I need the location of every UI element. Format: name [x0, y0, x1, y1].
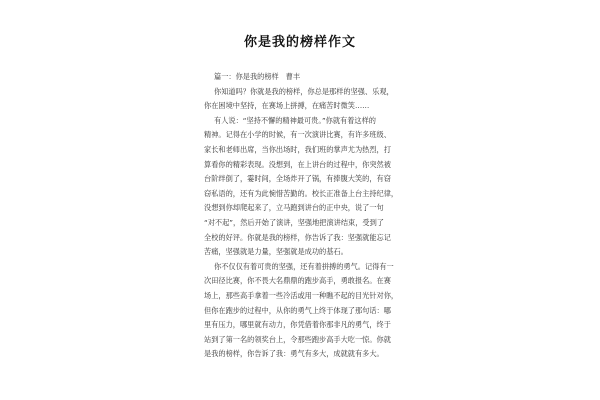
- paragraph-line: 台阶绊倒了，霎时间，全场炸开了锅，有捧腹大笑的，有窃: [204, 174, 391, 184]
- paragraph-line: 里有压力，哪里就有动力，你凭借着你那非凡的勇气，终于: [204, 320, 391, 330]
- paragraph-line: 窃私语的，还有为此惋惜苦勤的。校长正准备上台主持纪律，: [204, 188, 399, 198]
- paragraph-line: 精神。记得在小学的时候，有一次演讲比赛，有许多班级、: [204, 130, 391, 140]
- paragraph-line: 有人说：“坚持不懈的精神最可贵。”你就有着这样的: [214, 115, 376, 125]
- subheading-label: 篇一：你是我的榜样: [214, 72, 279, 81]
- paragraph-line: 家长和老师出席，当你出场时，我们班的掌声尤为热烈，打: [204, 144, 391, 154]
- paragraph-line: 没想到你却爬起来了，立马跑到讲台的正中央，说了一句: [204, 203, 384, 213]
- paragraph-line: 算看你的精彩表现。没想到，在上讲台的过程中，你突然被: [204, 159, 391, 169]
- paragraph-line: 苦痛，坚强就是力量，坚强就是成功的基石。: [204, 247, 348, 257]
- paragraph-line: 站到了第一名的领奖台上，令那些跑步高手大吃一惊。你就: [204, 334, 391, 344]
- paragraph-line: 是我的榜样，你告诉了我：勇气有多大，成就就有多大。: [204, 349, 384, 359]
- author-name: 曹丰: [285, 72, 301, 81]
- paragraph-line: 次田径比赛，你不畏大名鼎鼎的跑步高手，勇敢报名。在赛: [204, 276, 391, 286]
- paragraph-line: 但你在跑步的过程中，从你的勇气上终于体现了那句话：哪: [204, 305, 391, 315]
- paragraph-line: 全校的好评。你就是我的榜样，你告诉了我：坚强就能忘记: [204, 232, 391, 242]
- section-subheading: [204, 70, 408, 85]
- paragraph-line: 你不仅仅有着可贵的坚强，还有着拼搏的勇气。记得有一: [214, 261, 394, 271]
- document-title: 你是我的榜样作文: [243, 35, 356, 50]
- paragraph-line: 场上，那些高手拿着一些冷活或用一种瞧不起的目光针对你，: [204, 290, 399, 300]
- paragraph-line: “对不起”，然后开始了演讲，坚强地把演讲结束，受到了: [204, 217, 384, 227]
- paragraph-line: 你知道吗？你就是我的榜样，你总是那样的坚强、乐观，: [214, 86, 394, 96]
- paragraph-line: 你在困境中坚持，在赛场上拼搏，在痛苦时微笑……: [204, 101, 370, 111]
- document-body: [204, 70, 408, 362]
